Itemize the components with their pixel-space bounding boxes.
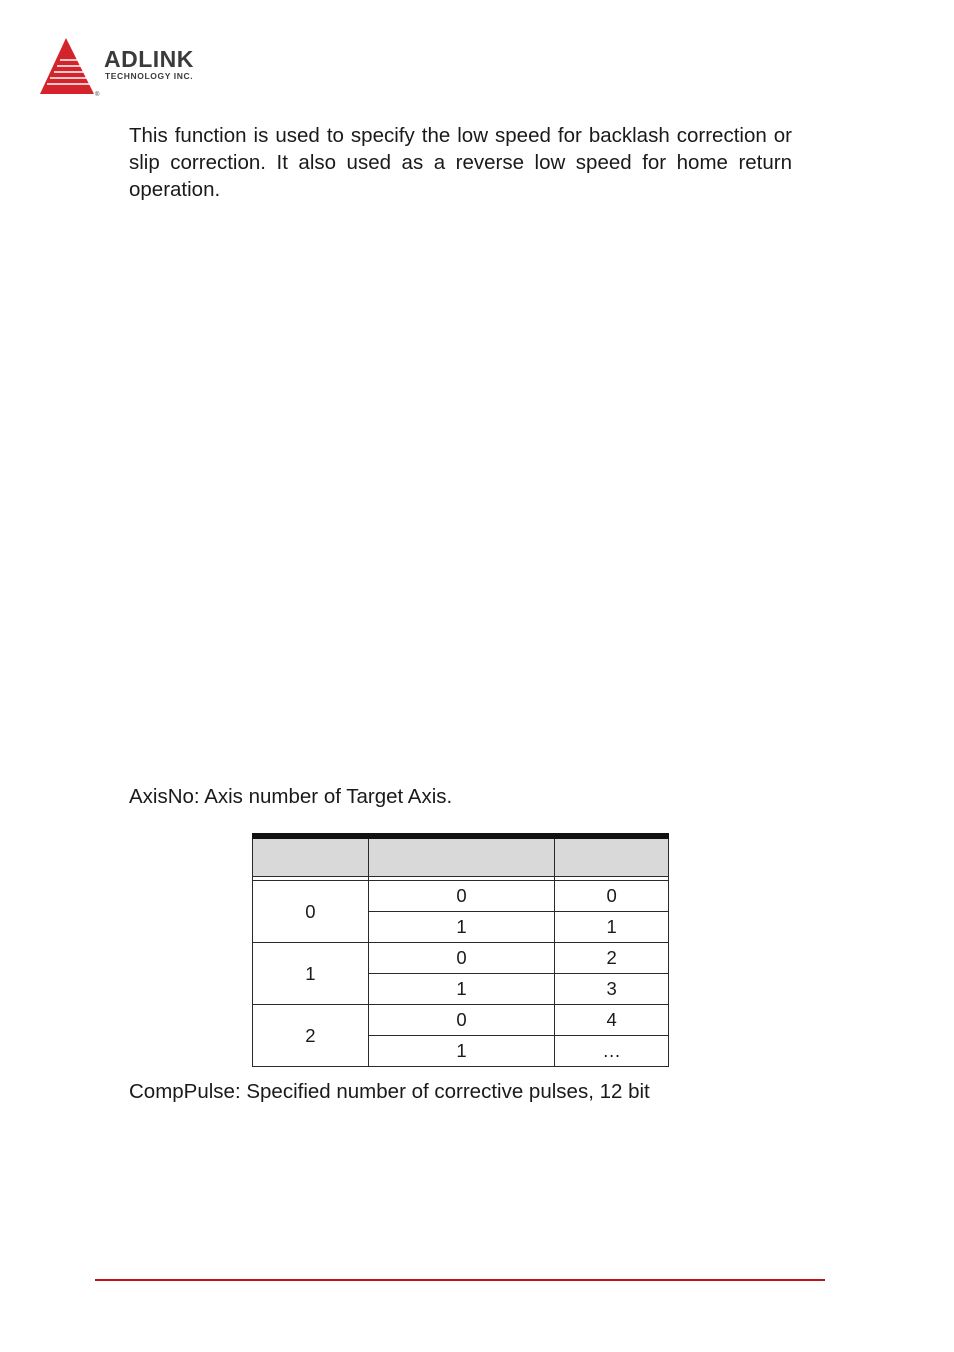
table-row (253, 881, 669, 912)
adlink-logo (38, 36, 238, 100)
comppulse-description: CompPulse: Specified number of corrective pulses, 12 bit (129, 1080, 650, 1103)
table-header-cell (253, 836, 369, 877)
adlink-triangle-icon (38, 36, 102, 100)
axis-number-table (252, 833, 669, 1067)
table-cell: 4 (555, 1005, 669, 1036)
registered-mark: ® (95, 92, 100, 98)
table-cell: 3 (555, 974, 669, 1005)
table-cell: 0 (368, 881, 555, 912)
table-cell: 0 (555, 881, 669, 912)
table-cell: … (555, 1036, 669, 1067)
table-cell: 0 (368, 943, 555, 974)
table-group-cell: 1 (253, 943, 369, 1005)
table-header-cell (555, 836, 669, 877)
table-header-row (253, 836, 669, 877)
axisno-description: AxisNo: Axis number of Target Axis. (129, 785, 453, 808)
logo-subtitle: TECHNOLOGY INC. (105, 71, 194, 81)
logo-wordmark: ADLINK (104, 46, 194, 72)
table-cell: 1 (555, 912, 669, 943)
function-description: This function is used to specify the low speed for backlash correction or slip correction. It also used as a reverse low speed for home return operation. (129, 124, 792, 201)
table-row (253, 1005, 669, 1036)
footer-divider (95, 1279, 825, 1281)
table-group-cell: 0 (253, 881, 369, 943)
table-cell: 1 (368, 912, 555, 943)
table-header-cell (368, 836, 555, 877)
table-cell: 1 (368, 1036, 555, 1067)
table-row (253, 943, 669, 974)
table-cell: 0 (368, 1005, 555, 1036)
table-cell: 2 (555, 943, 669, 974)
table-group-cell: 2 (253, 1005, 369, 1067)
table-cell: 1 (368, 974, 555, 1005)
